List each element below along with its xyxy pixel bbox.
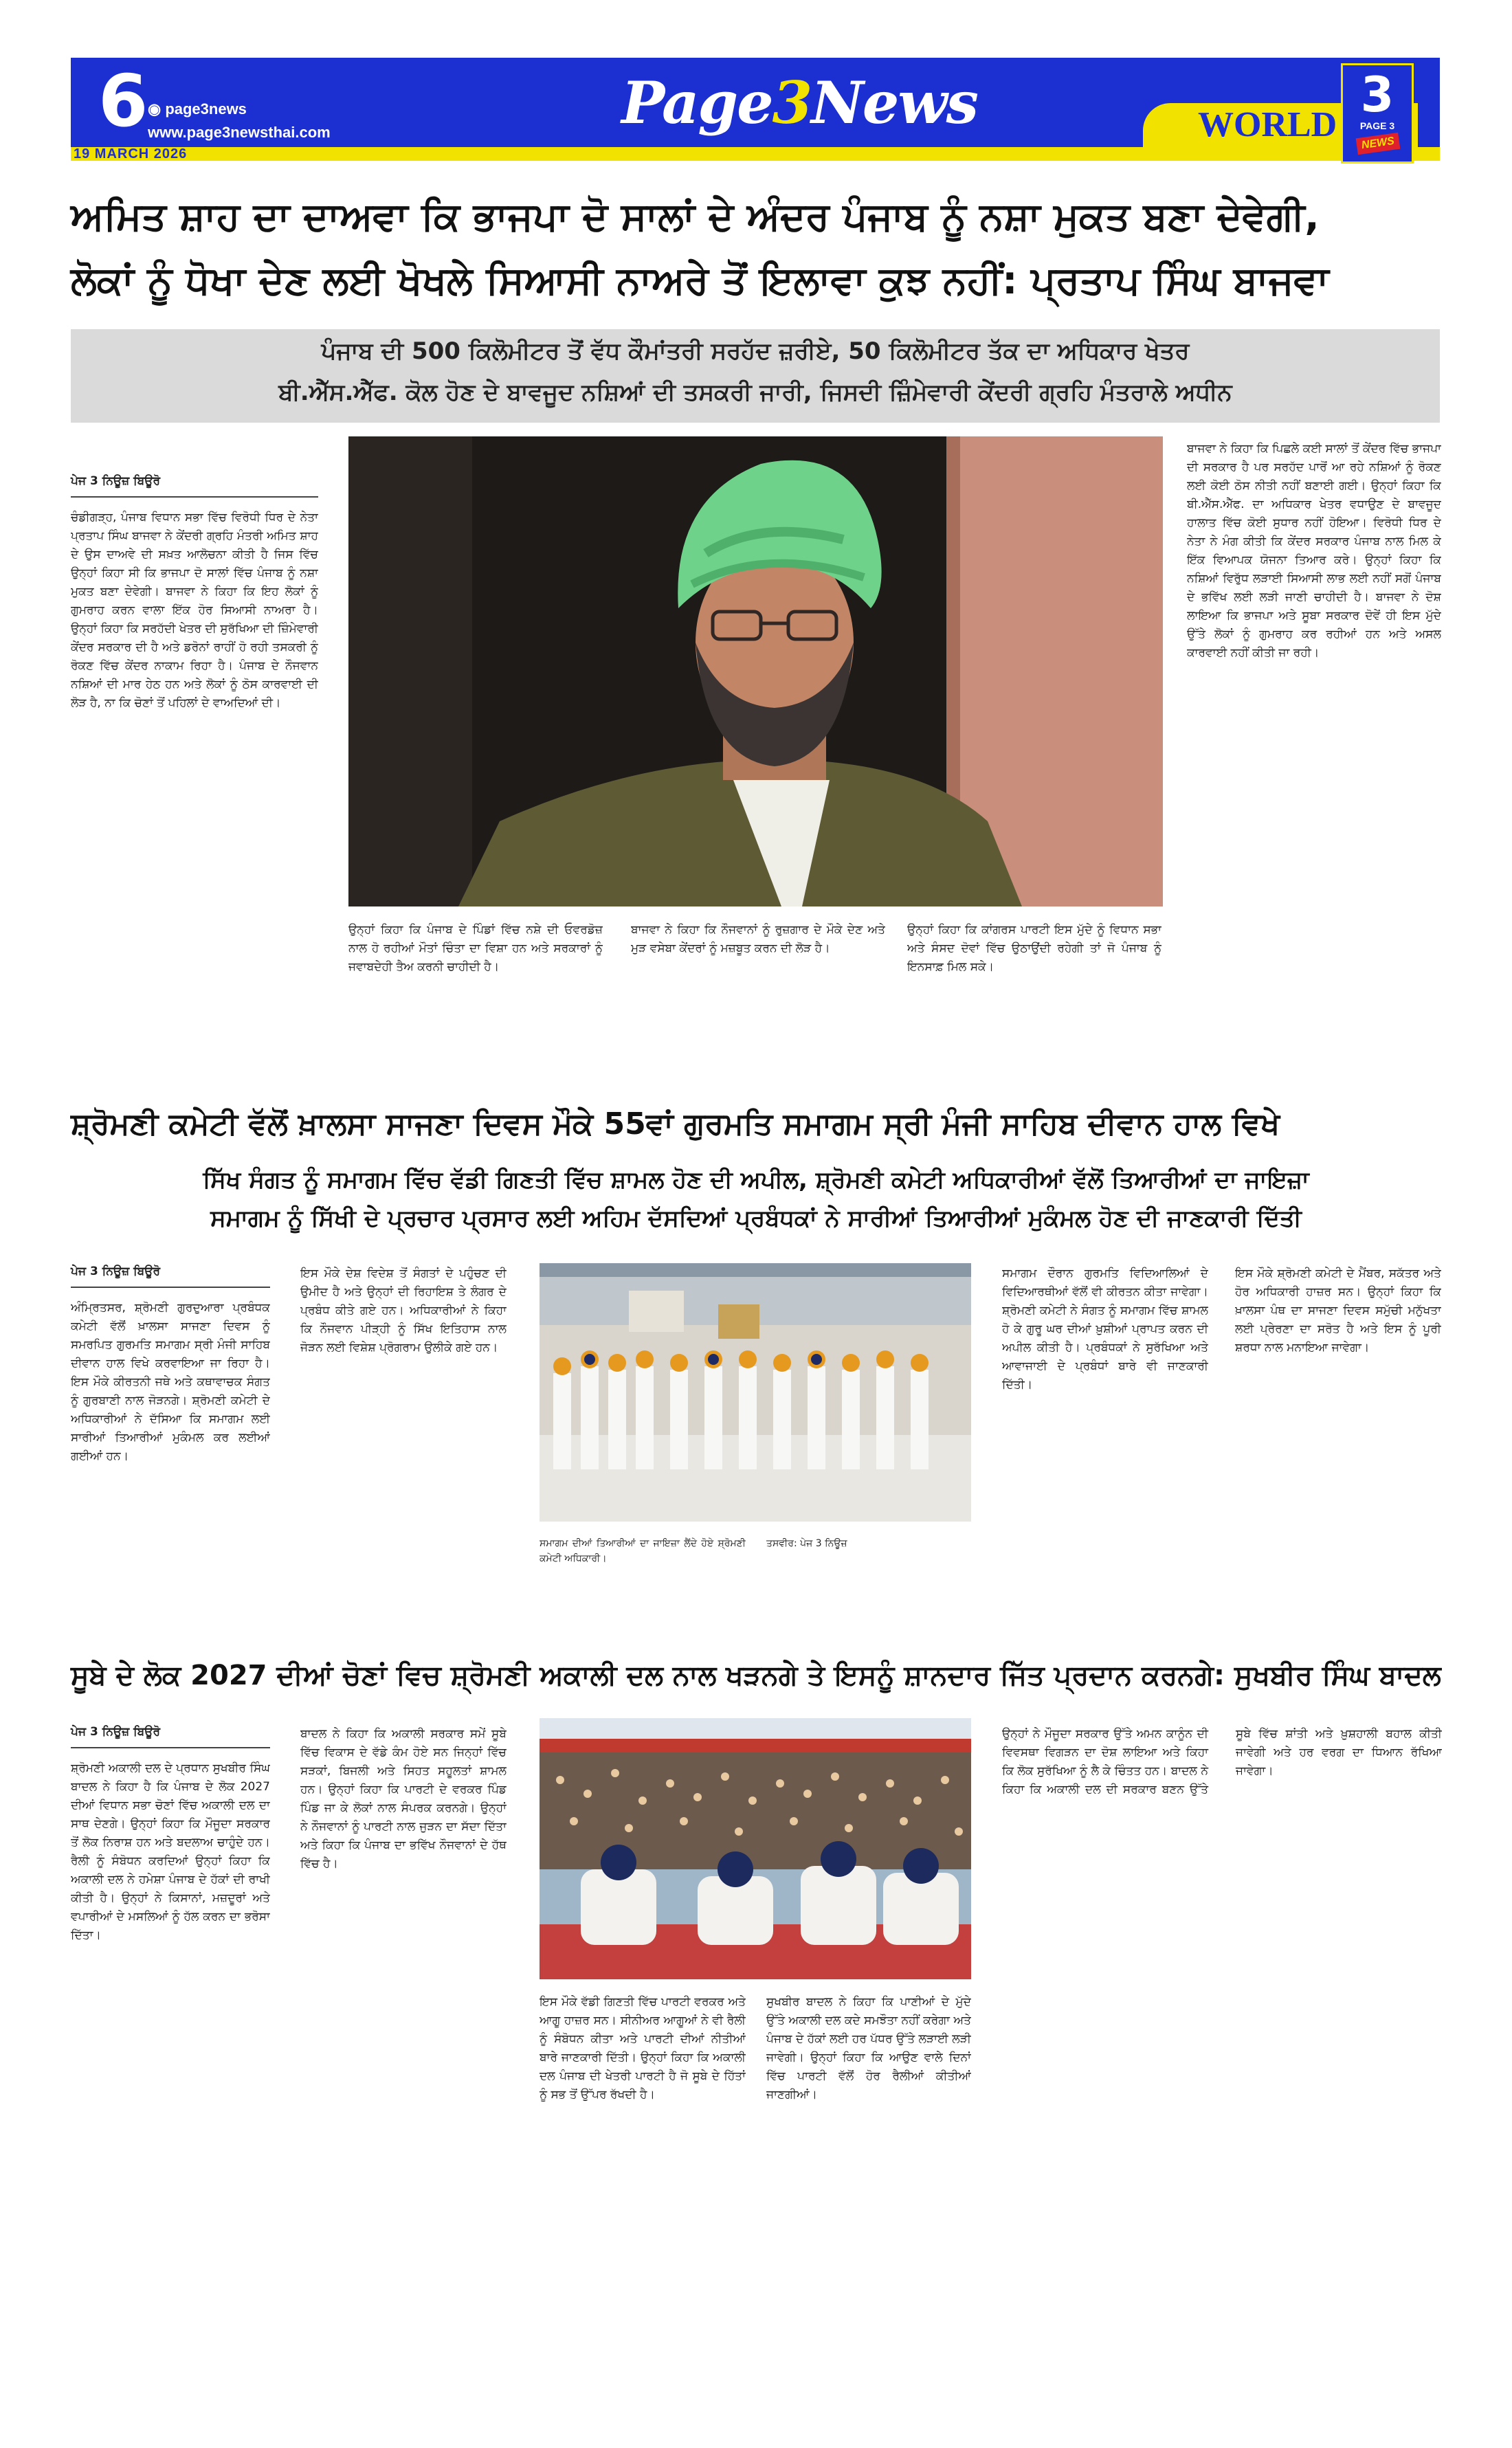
- lead-headline-line1: ਅਮਿਤ ਸ਼ਾਹ ਦਾ ਦਾਅਵਾ ਕਿ ਭਾਜਪਾ ਦੋ ਸਾਲਾਂ ਦੇ ਅੰਦਰ ਪੰਜਾਬ ਨੂੰ ਨਸ਼ਾ ਮੁਕਤ ਬਣਾ ਦੇਵੇਗੀ,: [71, 194, 1320, 239]
- social-handle: [148, 100, 247, 118]
- story2-subhead-line2: ਸਮਾਗਮ ਨੂੰ ਸਿੱਖੀ ਦੇ ਪ੍ਰਚਾਰ ਪ੍ਰਸਾਰ ਲਈ ਅਹਿਮ ਦੱਸਦਿਆਂ ਪ੍ਰਬੰਧਕਾਂ ਨੇ ਸਾਰੀਆਂ ਤਿਆਰੀਆਂ ਮੁਕੰਮਲ ਹੋਣ ਦੀ ਜਾਣਕਾਰੀ ਦਿੱਤੀ: [210, 1205, 1302, 1232]
- story2-subhead-line1: ਸਿੱਖ ਸੰਗਤ ਨੂੰ ਸਮਾਗਮ ਵਿੱਚ ਵੱਡੀ ਗਿਣਤੀ ਵਿੱਚ ਸ਼ਾਮਲ ਹੋਣ ਦੀ ਅਪੀਲ, ਸ਼੍ਰੋਮਣੀ ਕਮੇਟੀ ਅਧਿਕਾਰੀਆਂ ਵੱਲੋਂ ਤਿਆਰੀਆਂ ਦਾ ਜਾਇਜ਼ਾ: [203, 1166, 1309, 1194]
- lead-byline-rule: [71, 496, 318, 498]
- story2-caption-left: ਸਮਾਗਮ ਦੀਆਂ ਤਿਆਰੀਆਂ ਦਾ ਜਾਇਜ਼ਾ ਲੈਂਦੇ ਹੋਏ ਸ਼੍ਰੋਮਣੀ ਕਮੇਟੀ ਅਧਿਕਾਰੀ।: [540, 1538, 746, 1564]
- logo-page-text: PAGE 3: [1359, 120, 1395, 131]
- logo-three: 3: [1360, 67, 1394, 123]
- lead-subhead-line1: ਪੰਜਾਬ ਦੀ 500 ਕਿਲੋਮੀਟਰ ਤੋਂ ਵੱਧ ਕੌਮਾਂਤਰੀ ਸਰਹੱਦ ਜ਼ਰੀਏ, 50 ਕਿਲੋਮੀਟਰ ਤੱਕ ਦਾ ਅਧਿਕਾਰ ਖੇਤਰ: [321, 337, 1190, 365]
- lead-subhead-line2: ਬੀ.ਐੱਸ.ਐੱਫ. ਕੋਲ ਹੋਣ ਦੇ ਬਾਵਜੂਦ ਨਸ਼ਿਆਂ ਦੀ ਤਸਕਰੀ ਜਾਰੀ, ਜਿਸਦੀ ਜ਼ਿੰਮੇਵਾਰੀ ਕੇਂਦਰੀ ਗ੍ਰਹਿ ਮੰਤਰਾਲੇ ਅਧੀਨ: [278, 379, 1232, 406]
- story3-column-2: ਬਾਦਲ ਨੇ ਕਿਹਾ ਕਿ ਅਕਾਲੀ ਸਰਕਾਰ ਸਮੇਂ ਸੂਬੇ ਵਿੱਚ ਵਿਕਾਸ ਦੇ ਵੱਡੇ ਕੰਮ ਹੋਏ ਸਨ ਜਿਨ੍ਹਾਂ ਵਿੱਚ ਸੜਕਾਂ, ਬਿਜਲੀ ਅਤੇ ਸਿਹਤ ਸਹੂਲਤਾਂ ਸ਼ਾਮਲ ਹਨ। ਉਨ੍ਹਾਂ ਕਿਹਾ ਕਿ ਪਾਰਟੀ ਦੇ ਵਰਕਰ ਪਿੰਡ ਪਿੰਡ ਜਾ ਕੇ ਲੋਕਾਂ ਨਾਲ ਸੰਪਰਕ ਕਰਨਗੇ। ਉਨ੍ਹਾਂ ਨੇ ਨੌਜਵਾਨਾਂ ਨੂੰ ਪਾਰਟੀ ਨਾਲ ਜੁੜਨ ਦਾ ਸੱਦਾ ਦਿੱਤਾ ਅਤੇ ਕਿਹਾ ਕਿ ਪੰਜਾਬ ਦਾ ਭਵਿੱਖ ਨੌਜਵਾਨਾਂ ਦੇ ਹੱਥ ਵਿੱਚ ਹੈ।: [300, 1727, 507, 1871]
- story2-photo: [540, 1263, 971, 1522]
- lead-headline-line2: ਲੋਕਾਂ ਨੂੰ ਧੋਖਾ ਦੇਣ ਲਈ ਖੋਖਲੇ ਸਿਆਸੀ ਨਾਅਰੇ ਤੋਂ ਇਲਾਵਾ ਕੁਝ ਨਹੀਂ: ਪ੍ਰਤਾਪ ਸਿੰਘ ਬਾਜਵਾ: [71, 258, 1329, 303]
- story3-photo-illustration: [540, 1718, 971, 1979]
- page3-logo: [1341, 63, 1414, 164]
- section-label: WORLD: [1198, 105, 1337, 144]
- story3-byline-rule: [71, 1747, 270, 1748]
- story2-headline: ਸ਼੍ਰੋਮਣੀ ਕਮੇਟੀ ਵੱਲੋਂ ਖ਼ਾਲਸਾ ਸਾਜਣਾ ਦਿਵਸ ਮੌਕੇ 55ਵਾਂ ਗੁਰਮਤਿ ਸਮਾਗਮ ਸ੍ਰੀ ਮੰਜੀ ਸਾਹਿਬ ਦੀਵਾਨ ਹਾਲ ਵਿਖੇ: [71, 1106, 1280, 1142]
- lead-photo-illustration: [348, 436, 1163, 906]
- lead-photo: [348, 436, 1163, 906]
- newspaper-title: [607, 69, 992, 137]
- lead-column-left: ਚੰਡੀਗੜ੍ਹ, ਪੰਜਾਬ ਵਿਧਾਨ ਸਭਾ ਵਿੱਚ ਵਿਰੋਧੀ ਧਿਰ ਦੇ ਨੇਤਾ ਪ੍ਰਤਾਪ ਸਿੰਘ ਬਾਜਵਾ ਨੇ ਕੇਂਦਰੀ ਗ੍ਰਹਿ ਮੰਤਰੀ ਅਮਿਤ ਸ਼ਾਹ ਦੇ ਉਸ ਦਾਅਵੇ ਦੀ ਸਖ਼ਤ ਆਲੋਚਨਾ ਕੀਤੀ ਹੈ ਜਿਸ ਵਿੱਚ ਉਨ੍ਹਾਂ ਕਿਹਾ ਸੀ ਕਿ ਭਾਜਪਾ ਦੋ ਸਾਲਾਂ ਵਿੱਚ ਪੰਜਾਬ ਨੂੰ ਨਸ਼ਾ ਮੁਕਤ ਬਣਾ ਦੇਵੇਗੀ। ਬਾਜਵਾ ਨੇ ਕਿਹਾ ਕਿ ਇਹ ਲੋਕਾਂ ਨੂੰ ਗੁਮਰਾਹ ਕਰਨ ਵਾਲਾ ਇੱਕ ਹੋਰ ਸਿਆਸੀ ਨਾਅਰਾ ਹੈ। ਉਨ੍ਹਾਂ ਕਿਹਾ ਕਿ ਸਰਹੱਦੀ ਖੇਤਰ ਦੀ ਸੁਰੱਖਿਆ ਦੀ ਜ਼ਿੰਮੇਵਾਰੀ ਕੇਂਦਰ ਸਰਕਾਰ ਦੀ ਹੈ ਅਤੇ ਡਰੋਨਾਂ ਰਾਹੀਂ ਹੋ ਰਹੀ ਤਸਕਰੀ ਨੂੰ ਰੋਕਣ ਵਿੱਚ ਕੇਂਦਰ ਨਾਕਾਮ ਰਿਹਾ ਹੈ। ਪੰਜਾਬ ਦੇ ਨੌਜਵਾਨ ਨਸ਼ਿਆਂ ਦੀ ਮਾਰ ਹੇਠ ਹਨ ਅਤੇ ਲੋਕਾਂ ਨੂੰ ਠੋਸ ਕਾਰਵਾਈ ਦੀ ਲੋੜ ਹੈ, ਨਾ ਕਿ ਚੋਣਾਂ ਤੋਂ ਪਹਿਲਾਂ ਦੇ ਵਾਅਦਿਆਂ ਦੀ।: [71, 511, 318, 710]
- website-link[interactable]: www.page3newsthai.com: [148, 124, 331, 141]
- logo-news-badge: NEWS: [1356, 133, 1401, 155]
- title-news: News: [811, 69, 977, 137]
- issue-date: 19 MARCH 2026: [74, 146, 188, 162]
- lead-byline: ਪੇਜ 3 ਨਿਊਜ਼ ਬਿਊਰੋ: [71, 474, 161, 488]
- story3-column-4: ਸੁਖਬੀਰ ਬਾਦਲ ਨੇ ਕਿਹਾ ਕਿ ਪਾਣੀਆਂ ਦੇ ਮੁੱਦੇ ਉੱਤੇ ਅਕਾਲੀ ਦਲ ਕਦੇ ਸਮਝੌਤਾ ਨਹੀਂ ਕਰੇਗਾ ਅਤੇ ਪੰਜਾਬ ਦੇ ਹੱਕਾਂ ਲਈ ਹਰ ਪੱਧਰ ਉੱਤੇ ਲੜਾਈ ਲੜੀ ਜਾਵੇਗੀ। ਉਨ੍ਹਾਂ ਕਿਹਾ ਕਿ ਆਉਣ ਵਾਲੇ ਦਿਨਾਂ ਵਿੱਚ ਪਾਰਟੀ ਵੱਲੋਂ ਹੋਰ ਰੈਲੀਆਂ ਕੀਤੀਆਂ ਜਾਣਗੀਆਂ।: [766, 1995, 971, 2102]
- lead-column-right: ਬਾਜਵਾ ਨੇ ਕਿਹਾ ਕਿ ਪਿਛਲੇ ਕਈ ਸਾਲਾਂ ਤੋਂ ਕੇਂਦਰ ਵਿੱਚ ਭਾਜਪਾ ਦੀ ਸਰਕਾਰ ਹੈ ਪਰ ਸਰਹੱਦ ਪਾਰੋਂ ਆ ਰਹੇ ਨਸ਼ਿਆਂ ਨੂੰ ਰੋਕਣ ਲਈ ਕੋਈ ਠੋਸ ਨੀਤੀ ਨਹੀਂ ਬਣਾਈ ਗਈ। ਉਨ੍ਹਾਂ ਕਿਹਾ ਕਿ ਬੀ.ਐੱਸ.ਐੱਫ. ਦਾ ਅਧਿਕਾਰ ਖੇਤਰ ਵਧਾਉਣ ਦੇ ਬਾਵਜੂਦ ਹਾਲਾਤ ਵਿੱਚ ਕੋਈ ਸੁਧਾਰ ਨਹੀਂ ਹੋਇਆ। ਵਿਰੋਧੀ ਧਿਰ ਦੇ ਨੇਤਾ ਨੇ ਮੰਗ ਕੀਤੀ ਕਿ ਕੇਂਦਰ ਸਰਕਾਰ ਪੰਜਾਬ ਨਾਲ ਮਿਲ ਕੇ ਇੱਕ ਵਿਆਪਕ ਯੋਜਨਾ ਤਿਆਰ ਕਰੇ। ਉਨ੍ਹਾਂ ਕਿਹਾ ਕਿ ਨਸ਼ਿਆਂ ਵਿਰੁੱਧ ਲੜਾਈ ਸਿਆਸੀ ਲਾਭ ਲਈ ਨਹੀਂ ਸਗੋਂ ਪੰਜਾਬ ਦੇ ਭਵਿੱਖ ਲਈ ਲੜੀ ਜਾਣੀ ਚਾਹੀਦੀ ਹੈ। ਬਾਜਵਾ ਨੇ ਦੋਸ਼ ਲਾਇਆ ਕਿ ਭਾਜਪਾ ਅਤੇ ਸੂਬਾ ਸਰਕਾਰ ਦੋਵੇਂ ਹੀ ਇਸ ਮੁੱਦੇ ਉੱਤੇ ਲੋਕਾਂ ਨੂੰ ਗੁਮਰਾਹ ਕਰ ਰਹੀਆਂ ਹਨ ਅਤੇ ਅਸਲ ਕਾਰਵਾਈ ਨਹੀਂ ਕੀਤੀ ਜਾ ਰਹੀ।: [1187, 442, 1441, 660]
- story2-column-4: ਇਸ ਮੌਕੇ ਸ਼੍ਰੋਮਣੀ ਕਮੇਟੀ ਦੇ ਮੈਂਬਰ, ਸਕੱਤਰ ਅਤੇ ਹੋਰ ਅਧਿਕਾਰੀ ਹਾਜ਼ਰ ਸਨ। ਉਨ੍ਹਾਂ ਕਿਹਾ ਕਿ ਖ਼ਾਲਸਾ ਪੰਥ ਦਾ ਸਾਜਣਾ ਦਿਵਸ ਸਮੁੱਚੀ ਮਨੁੱਖਤਾ ਲਈ ਪ੍ਰੇਰਣਾ ਦਾ ਸਰੋਤ ਹੈ ਅਤੇ ਇਸ ਨੂੰ ਪੂਰੀ ਸ਼ਰਧਾ ਨਾਲ ਮਨਾਇਆ ਜਾਵੇਗਾ।: [1235, 1267, 1441, 1355]
- lead-column-below-3: ਉਨ੍ਹਾਂ ਕਿਹਾ ਕਿ ਕਾਂਗਰਸ ਪਾਰਟੀ ਇਸ ਮੁੱਦੇ ਨੂੰ ਵਿਧਾਨ ਸਭਾ ਅਤੇ ਸੰਸਦ ਦੋਵਾਂ ਵਿੱਚ ਉਠਾਉਂਦੀ ਰਹੇਗੀ ਤਾਂ ਜੋ ਪੰਜਾਬ ਨੂੰ ਇਨਸਾਫ਼ ਮਿਲ ਸਕੇ।: [907, 923, 1161, 974]
- story2-column-1: ਅੰਮ੍ਰਿਤਸਰ, ਸ਼੍ਰੋਮਣੀ ਗੁਰਦੁਆਰਾ ਪ੍ਰਬੰਧਕ ਕਮੇਟੀ ਵੱਲੋਂ ਖ਼ਾਲਸਾ ਸਾਜਣਾ ਦਿਵਸ ਨੂੰ ਸਮਰਪਿਤ ਗੁਰਮਤਿ ਸਮਾਗਮ ਸ੍ਰੀ ਮੰਜੀ ਸਾਹਿਬ ਦੀਵਾਨ ਹਾਲ ਵਿਖੇ ਕਰਵਾਇਆ ਜਾ ਰਿਹਾ ਹੈ। ਇਸ ਮੌਕੇ ਕੀਰਤਨੀ ਜਥੇ ਅਤੇ ਕਥਾਵਾਚਕ ਸੰਗਤ ਨੂੰ ਗੁਰਬਾਣੀ ਨਾਲ ਜੋੜਨਗੇ। ਸ਼੍ਰੋਮਣੀ ਕਮੇਟੀ ਦੇ ਅਧਿਕਾਰੀਆਂ ਨੇ ਦੱਸਿਆ ਕਿ ਸਮਾਗਮ ਲਈ ਸਾਰੀਆਂ ਤਿਆਰੀਆਂ ਮੁਕੰਮਲ ਕਰ ਲਈਆਂ ਗਈਆਂ ਹਨ।: [71, 1301, 270, 1463]
- title-three: 3: [772, 69, 812, 137]
- story3-column-3: ਇਸ ਮੌਕੇ ਵੱਡੀ ਗਿਣਤੀ ਵਿੱਚ ਪਾਰਟੀ ਵਰਕਰ ਅਤੇ ਆਗੂ ਹਾਜ਼ਰ ਸਨ। ਸੀਨੀਅਰ ਆਗੂਆਂ ਨੇ ਵੀ ਰੈਲੀ ਨੂੰ ਸੰਬੋਧਨ ਕੀਤਾ ਅਤੇ ਪਾਰਟੀ ਦੀਆਂ ਨੀਤੀਆਂ ਬਾਰੇ ਜਾਣਕਾਰੀ ਦਿੱਤੀ। ਉਨ੍ਹਾਂ ਕਿਹਾ ਕਿ ਅਕਾਲੀ ਦਲ ਪੰਜਾਬ ਦੀ ਖੇਤਰੀ ਪਾਰਟੀ ਹੈ ਜੋ ਸੂਬੇ ਦੇ ਹਿੱਤਾਂ ਨੂੰ ਸਭ ਤੋਂ ਉੱਪਰ ਰੱਖਦੀ ਹੈ।: [540, 1995, 746, 2102]
- story3-headline: ਸੂਬੇ ਦੇ ਲੋਕ 2027 ਦੀਆਂ ਚੋਣਾਂ ਵਿਚ ਸ਼੍ਰੋਮਣੀ ਅਕਾਲੀ ਦਲ ਨਾਲ ਖੜਨਗੇ ਤੇ ਇਸਨੂੰ ਸ਼ਾਨਦਾਰ ਜਿੱਤ ਪ੍ਰਦਾਨ ਕਰਨਗੇ: ਸੁਖਬੀਰ ਸਿੰਘ ਬਾਦਲ: [71, 1660, 1441, 1691]
- story3-column-5: ਉਨ੍ਹਾਂ ਨੇ ਮੌਜੂਦਾ ਸਰਕਾਰ ਉੱਤੇ ਅਮਨ ਕਾਨੂੰਨ ਦੀ ਵਿਵਸਥਾ ਵਿਗੜਨ ਦਾ ਦੋਸ਼ ਲਾਇਆ ਅਤੇ ਕਿਹਾ ਕਿ ਲੋਕ ਸੁਰੱਖਿਆ ਨੂੰ ਲੈ ਕੇ ਚਿੰਤਤ ਹਨ। ਬਾਦਲ ਨੇ ਕਿਹਾ ਕਿ ਅਕਾਲੀ ਦਲ ਦੀ ਸਰਕਾਰ ਬਣਨ ਉੱਤੇ ਸੂਬੇ ਵਿੱਚ ਸ਼ਾਂਤੀ ਅਤੇ ਖ਼ੁਸ਼ਹਾਲੀ ਬਹਾਲ ਕੀਤੀ ਜਾਵੇਗੀ ਅਤੇ ਹਰ ਵਰਗ ਦਾ ਧਿਆਨ ਰੱਖਿਆ ਜਾਵੇਗਾ।: [1002, 1727, 1442, 1796]
- story2-column-3: ਸਮਾਗਮ ਦੌਰਾਨ ਗੁਰਮਤਿ ਵਿਦਿਆਲਿਆਂ ਦੇ ਵਿਦਿਆਰਥੀਆਂ ਵੱਲੋਂ ਵੀ ਕੀਰਤਨ ਕੀਤਾ ਜਾਵੇਗਾ। ਸ਼੍ਰੋਮਣੀ ਕਮੇਟੀ ਨੇ ਸੰਗਤ ਨੂੰ ਸਮਾਗਮ ਵਿੱਚ ਸ਼ਾਮਲ ਹੋ ਕੇ ਗੁਰੂ ਘਰ ਦੀਆਂ ਖ਼ੁਸ਼ੀਆਂ ਪ੍ਰਾਪਤ ਕਰਨ ਦੀ ਅਪੀਲ ਕੀਤੀ ਹੈ। ਪ੍ਰਬੰਧਕਾਂ ਨੇ ਸੁਰੱਖਿਆ ਅਤੇ ਆਵਾਜਾਈ ਦੇ ਪ੍ਰਬੰਧਾਂ ਬਾਰੇ ਵੀ ਜਾਣਕਾਰੀ ਦਿੱਤੀ।: [1002, 1267, 1208, 1392]
- masthead: [71, 58, 1440, 172]
- lead-column-below-2: ਬਾਜਵਾ ਨੇ ਕਿਹਾ ਕਿ ਨੌਜਵਾਨਾਂ ਨੂੰ ਰੁਜ਼ਗਾਰ ਦੇ ਮੌਕੇ ਦੇਣ ਅਤੇ ਮੁੜ ਵਸੇਬਾ ਕੇਂਦਰਾਂ ਨੂੰ ਮਜ਼ਬੂਤ ਕਰਨ ਦੀ ਲੋੜ ਹੈ।: [631, 923, 885, 955]
- story3-photo: [540, 1718, 971, 1979]
- lead-column-below-1: ਉਨ੍ਹਾਂ ਕਿਹਾ ਕਿ ਪੰਜਾਬ ਦੇ ਪਿੰਡਾਂ ਵਿੱਚ ਨਸ਼ੇ ਦੀ ਓਵਰਡੋਜ਼ ਨਾਲ ਹੋ ਰਹੀਆਂ ਮੌਤਾਂ ਚਿੰਤਾ ਦਾ ਵਿਸ਼ਾ ਹਨ ਅਤੇ ਸਰਕਾਰਾਂ ਨੂੰ ਜਵਾਬਦੇਹੀ ਤੈਅ ਕਰਨੀ ਚਾਹੀਦੀ ਹੈ।: [348, 923, 603, 974]
- story2-column-2: ਇਸ ਮੌਕੇ ਦੇਸ਼ ਵਿਦੇਸ਼ ਤੋਂ ਸੰਗਤਾਂ ਦੇ ਪਹੁੰਚਣ ਦੀ ਉਮੀਦ ਹੈ ਅਤੇ ਉਨ੍ਹਾਂ ਦੀ ਰਿਹਾਇਸ਼ ਤੇ ਲੰਗਰ ਦੇ ਪ੍ਰਬੰਧ ਕੀਤੇ ਗਏ ਹਨ। ਅਧਿਕਾਰੀਆਂ ਨੇ ਕਿਹਾ ਕਿ ਨੌਜਵਾਨ ਪੀੜ੍ਹੀ ਨੂੰ ਸਿੱਖ ਇਤਿਹਾਸ ਨਾਲ ਜੋੜਨ ਲਈ ਵਿਸ਼ੇਸ਼ ਪ੍ਰੋਗਰਾਮ ਉਲੀਕੇ ਗਏ ਹਨ।: [300, 1267, 507, 1355]
- story3-column-1: ਸ਼੍ਰੋਮਣੀ ਅਕਾਲੀ ਦਲ ਦੇ ਪ੍ਰਧਾਨ ਸੁਖਬੀਰ ਸਿੰਘ ਬਾਦਲ ਨੇ ਕਿਹਾ ਹੈ ਕਿ ਪੰਜਾਬ ਦੇ ਲੋਕ 2027 ਦੀਆਂ ਵਿਧਾਨ ਸਭਾ ਚੋਣਾਂ ਵਿੱਚ ਅਕਾਲੀ ਦਲ ਦਾ ਸਾਥ ਦੇਣਗੇ। ਉਨ੍ਹਾਂ ਕਿਹਾ ਕਿ ਮੌਜੂਦਾ ਸਰਕਾਰ ਤੋਂ ਲੋਕ ਨਿਰਾਸ਼ ਹਨ ਅਤੇ ਬਦਲਾਅ ਚਾਹੁੰਦੇ ਹਨ। ਰੈਲੀ ਨੂੰ ਸੰਬੋਧਨ ਕਰਦਿਆਂ ਉਨ੍ਹਾਂ ਕਿਹਾ ਕਿ ਅਕਾਲੀ ਦਲ ਨੇ ਹਮੇਸ਼ਾ ਪੰਜਾਬ ਦੇ ਹੱਕਾਂ ਦੀ ਰਾਖੀ ਕੀਤੀ ਹੈ। ਉਨ੍ਹਾਂ ਨੇ ਕਿਸਾਨਾਂ, ਮਜ਼ਦੂਰਾਂ ਅਤੇ ਵਪਾਰੀਆਂ ਦੇ ਮਸਲਿਆਂ ਨੂੰ ਹੱਲ ਕਰਨ ਦਾ ਭਰੋਸਾ ਦਿੱਤਾ।: [71, 1761, 270, 1942]
- lead-subhead-box: [71, 329, 1440, 423]
- social-handle-text: page3news: [165, 100, 247, 118]
- story2-byline: ਪੇਜ 3 ਨਿਊਜ਼ ਬਿਊਰੋ: [71, 1265, 161, 1278]
- story3-byline: ਪੇਜ 3 ਨਿਊਜ਼ ਬਿਊਰੋ: [71, 1725, 161, 1739]
- story2-byline-rule: [71, 1287, 270, 1288]
- page-number: 6: [98, 59, 148, 143]
- story2-photo-illustration: [540, 1263, 971, 1522]
- story2-caption-right: ਤਸਵੀਰ: ਪੇਜ 3 ਨਿਊਜ਼: [766, 1538, 847, 1549]
- social-icon: ◉: [148, 100, 166, 118]
- title-page: Page: [621, 69, 772, 137]
